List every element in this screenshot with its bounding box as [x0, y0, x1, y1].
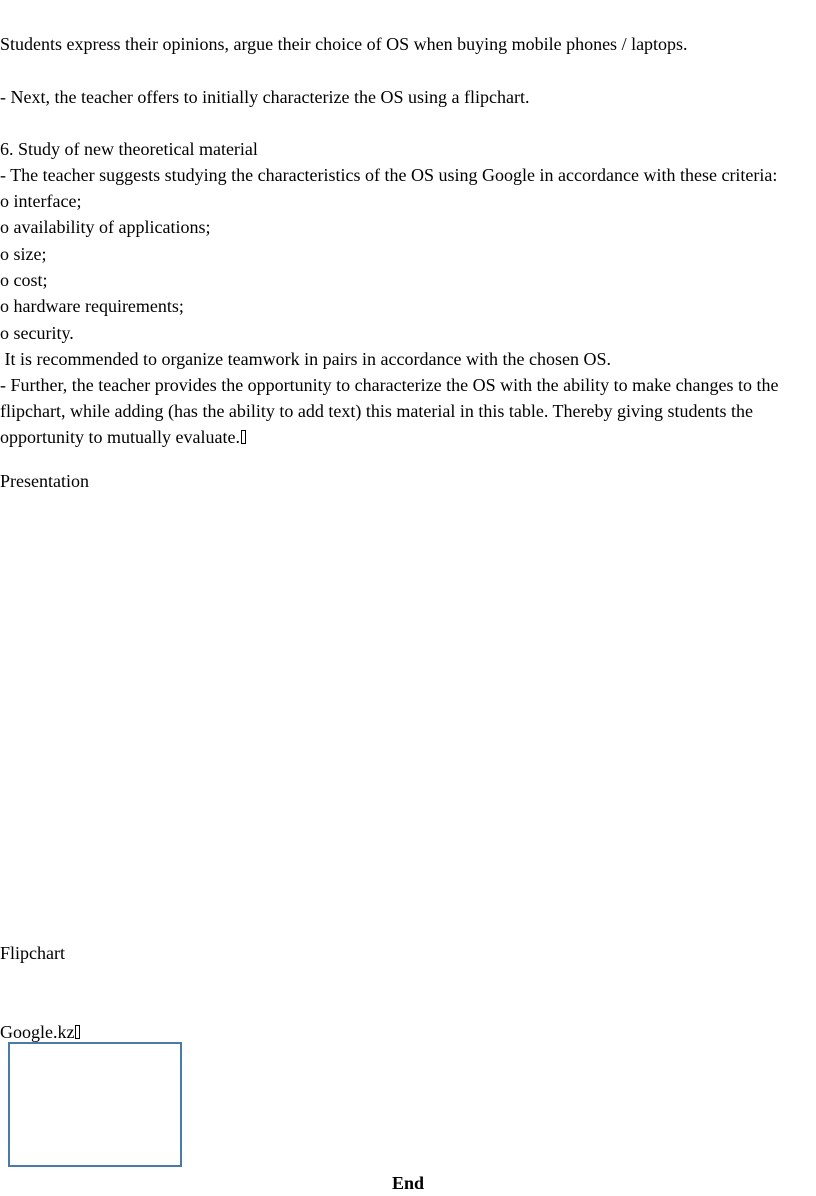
- teacher-suggests-line: - The teacher suggests studying the characteristics of the OS using Google in accordance with these criteria:: [0, 165, 778, 185]
- students-opinion-line: Students express their opinions, argue their choice of OS when buying mobile phones / laptops.: [0, 34, 688, 54]
- teamwork-line: It is recommended to organize teamwork in pairs in accordance with the chosen OS.: [0, 349, 611, 369]
- empty-frame-box: [8, 1042, 182, 1167]
- further-paragraph-text: - Further, the teacher provides the opportunity to characterize the OS with the ability to make changes to the flipchart, while adding (has the ability to add text) this material in this table. Thereby giving students the opportunity to mutually evaluate.: [0, 375, 779, 447]
- missing-glyph-icon: [241, 430, 246, 444]
- next-step-line: - Next, the teacher offers to initially characterize the OS using a flipchart.: [0, 87, 530, 107]
- criteria-item-size: o size;: [0, 244, 47, 264]
- resource-google-text: Google.kz: [0, 1022, 75, 1042]
- criteria-item-security: o security.: [0, 323, 74, 343]
- end-label: End: [392, 1173, 425, 1193]
- criteria-item-cost: o cost;: [0, 270, 48, 290]
- criteria-item-interface: o interface;: [0, 191, 82, 211]
- criteria-item-hardware: o hardware requirements;: [0, 296, 184, 316]
- resource-presentation: Presentation: [0, 471, 89, 491]
- missing-glyph-icon: [75, 1025, 80, 1039]
- further-paragraph: [0, 372, 816, 450]
- criteria-item-applications: o availability of applications;: [0, 217, 211, 237]
- resource-flipchart: Flipchart: [0, 943, 65, 963]
- section-title: 6. Study of new theoretical material: [0, 139, 258, 159]
